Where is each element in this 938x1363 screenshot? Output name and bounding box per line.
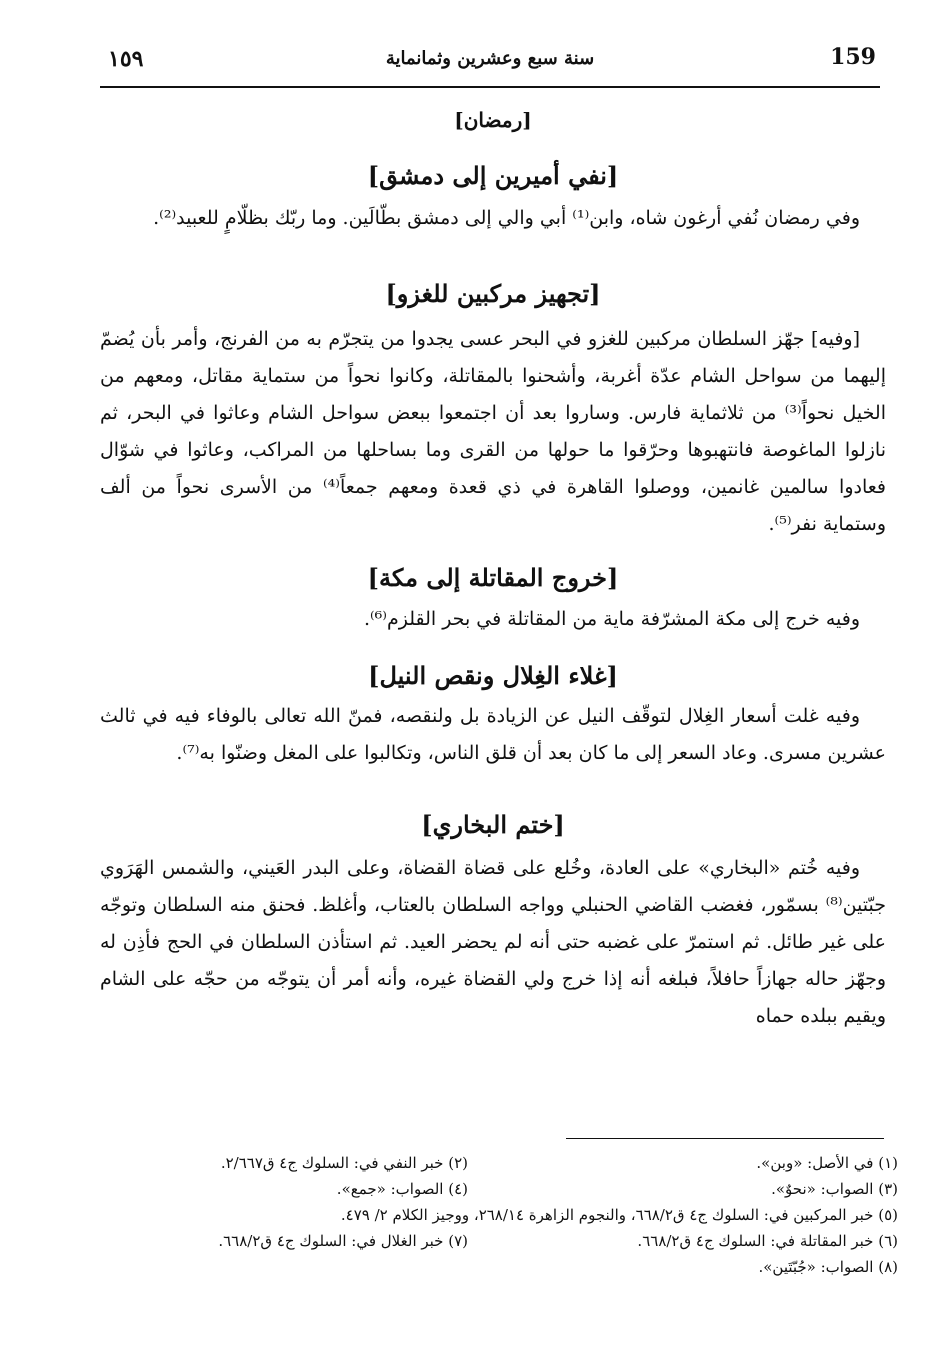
- footnote-5: (٥) خبر المركبين في: السلوك ج٤ ق٦٦٨/٢، والنجوم الزاهرة ٢٦٨/١٤، ووجيز الكلام ٢/ ٤٧٩.: [340, 1206, 898, 1224]
- section-title: [خروج المقاتلة إلى مكة]: [367, 563, 619, 592]
- running-title: سنة سبع وعشرين وثمانماية: [385, 48, 595, 69]
- section-title: [تجهيز مركبين للغزو]: [385, 279, 601, 308]
- section-mecca: [100, 555, 886, 638]
- section-ships: [100, 271, 886, 543]
- section-prices: [100, 654, 886, 772]
- footnotes: [150, 1150, 898, 1280]
- page-number-arabic: ١٥٩: [108, 46, 144, 72]
- footnote-7: (٧) خبر الغلال في: السلوك ج٤ ق٦٦٨/٢.: [218, 1232, 468, 1250]
- footnote-row: [150, 1176, 898, 1202]
- running-header: [100, 44, 880, 80]
- footnote-row: [150, 1254, 898, 1280]
- footnote-4: (٤) الصواب: «جمع».: [336, 1180, 468, 1198]
- footnote-row: [150, 1202, 898, 1228]
- footnote-2: (٢) خبر النفي في: السلوك ج٤ ق٢/٦٦٧.: [220, 1154, 468, 1172]
- page-number-latin: 159: [830, 44, 876, 70]
- footnote-8: (٨) الصواب: «جُبّتَين».: [758, 1258, 898, 1276]
- section-paragraph: وفيه خُتم «البخاري» على العادة، وخُلع على قضاة القضاة، وعلى البدر العَيني، والشمس الهَرَوي جبّتين⁽⁸⁾ بسمّور، فغضب القاضي الحنبلي وواجه السلطان بالعتاب، وأغلظ. فحنق منه السلطان وتوجّه على غير طائل. ثم استمرّ على غضبه حتى أنه لم يحضر العيد. ثم استأذن السلطان في الحج فأذِن له وجهّز حاله جهازاً حافلاً، فبلغه أنه إذا خرج ولي القضاة غيره، وأنه أمر أن يتوجّه من حجّه على الشام ويقيم ببلده حماه: [100, 857, 886, 1027]
- footnote-rule: [566, 1138, 884, 1139]
- footnote-3: (٣) الصواب: «نحوٌ».: [771, 1180, 898, 1198]
- footnote-6: (٦) خبر المقاتلة في: السلوك ج٤ ق٦٦٨/٢.: [637, 1232, 898, 1250]
- section-bukhari: [100, 800, 886, 1035]
- header-rule: [100, 86, 880, 88]
- section-paragraph: وفيه خرج إلى مكة المشرّفة ماية من المقاتلة في بحر القلزم⁽⁶⁾.: [363, 608, 860, 630]
- section-paragraph: [وفيه] جهّز السلطان مركبين للغزو في البحر عسى يجدوا من يتجرّم به من الفرنج، وأمر بأن يُضمّ إليهما من سواحل الشام عدّة أغربة، وأشحنوا بالمقاتلة، وكانوا نحواً من ستماية مقاتل، ومعهم من الخيل نحواً⁽³⁾ من ثلاثماية فارس. وساروا بعد أن اجتمعوا ببعض سواحل الشام وعاثوا في البحر، ثم نازلوا الماغوصة فانتهبوها وحرّقوا ما حولها من القرى وما بساحلها من المراكب، وعاثوا في شوّال فعادوا سالمين غانمين، ووصلوا القاهرة في ذي قعدة ومعهم جمعاً⁽⁴⁾ من الأسرى نحواً من ألف وستماية نفر⁽⁵⁾.: [100, 328, 887, 535]
- main-text: [100, 100, 886, 1035]
- section-title: [نفي أميرين إلى دمشق]: [367, 161, 619, 190]
- month-heading: [رمضان]: [454, 108, 532, 132]
- footnote-1: (١) في الأصل: «وبن».: [756, 1154, 898, 1172]
- footnote-row: [150, 1150, 898, 1176]
- section-paragraph: وفي رمضان نُفي أرغون شاه، وابن⁽¹⁾ أبي والي إلى دمشق بطّالَين. وما ربّك بظلّامٍ للعبيد⁽²⁾.: [153, 207, 860, 229]
- section-exile: [100, 152, 886, 237]
- section-title: [ختم البخاري]: [421, 810, 565, 839]
- footnote-row: [150, 1228, 898, 1254]
- section-title: [غلاء الغِلال ونقص النيل]: [368, 661, 618, 690]
- section-paragraph: وفيه غلت أسعار الغِلال لتوقّف النيل عن الزيادة بل ولنقصه، فمنّ الله تعالى بالوفاء فيه في ثالث عشرين مسرى. وعاد السعر إلى ما كان بعد أن قلق الناس، وتكالبوا على المغل وضنّوا به⁽⁷⁾.: [100, 705, 886, 764]
